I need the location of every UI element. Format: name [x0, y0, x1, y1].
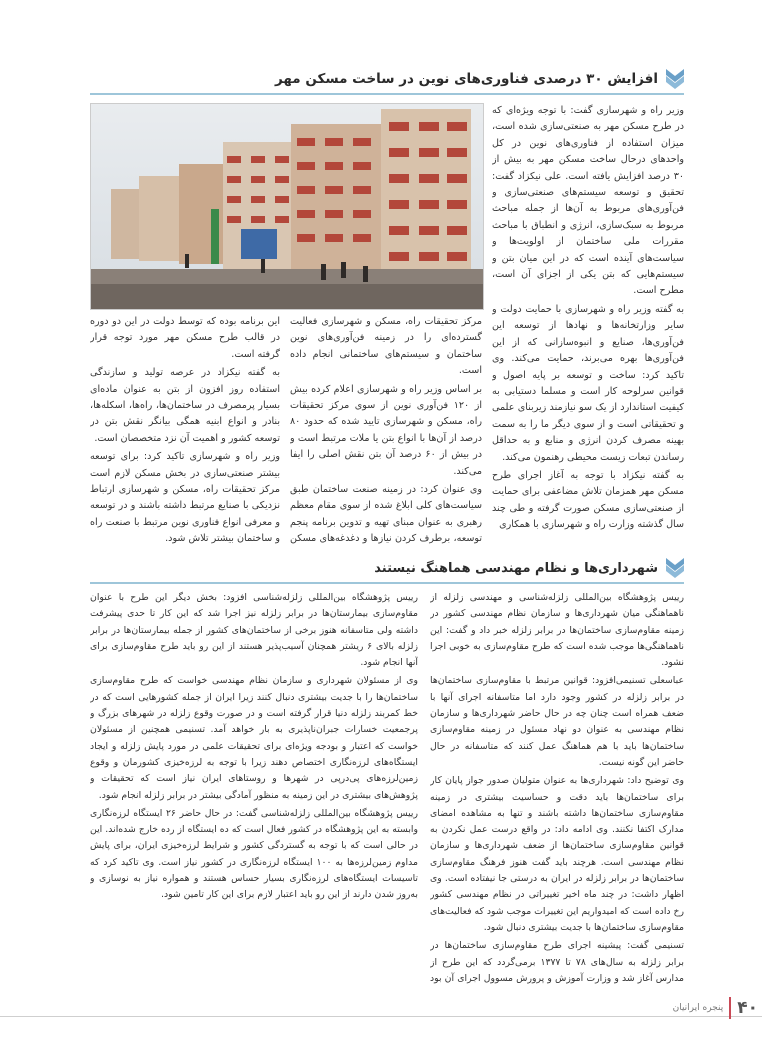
magazine-name: پنجره ایرانیان [672, 1003, 724, 1013]
paragraph: این برنامه بوده که توسط دولت در این دو دوره در قالب طرح مسکن مهر مورد توجه قرار گرفته است. [90, 316, 280, 360]
paragraph: وی توضیح داد: شهرداری‌ها به عنوان متولیان صدور جواز پایان کار برای ساختمان‌ها باید دقت و حساسیت بیشتری در زمینه مقاوم‌سازی ساختمان‌ها داشته باشند و تنها به مشاهده امضای مدارک اکتفا نکنند. وی ادامه داد: در واقع درست عمل نکردن به قوانین مقاوم‌سازی ساختمان‌ها از ضعف شهرداری‌ها و سازمان نظام مهندسی است. هرچند باید گفت هنوز فرهنگ مقاوم‌سازی ساختمان‌ها در برابر زلزله در ایران به درستی جا نیفتاده است. وی اظهار داشت: در چند ماه اخیر تغییراتی در نظام مهندسی کشور رخ داده است که امیدواریم این تغییرات موجب شود که فعالیت‌های مقاوم‌سازی ساختمان‌ها با جدیت بیشتری دنبال شود. [430, 775, 684, 933]
footer-rule [0, 1016, 762, 1017]
paragraph: رییس پژوهشگاه بین‌المللی زلزله‌شناسی و مهندسی زلزله از ناهماهنگی میان شهرداری‌ها و سازمان نظام مهندسی کشور در زمینه مقاوم‌سازی ساختمان‌ها در برابر زلزله خبر داد و گفت: این ناهماهنگی‌ها موجب شده است که طرح مقاوم‌سازی به خوبی اجرا نشود. [430, 592, 684, 669]
paragraph: وی از مسئولان شهرداری و سازمان نظام مهندسی خواست که طرح مقاوم‌سازی ساختمان‌ها را با جدیت بیشتری دنبال کنند زیرا ایران از جمله کشورهایی است که در خط کمربند زلزله دنیا قرار گرفته است و در صورت وقوع زلزله در شهرهای بزرگ و پرجمعیت خسارات جبران‌ناپذیری به بار خواهد آمد. تسنیمی همچنین از مسئولان خواست که اعتبار و بودجه ویژه‌ای برای تحقیقات علمی در مورد پایش زلزله و ایجاد ایستگاه‌های لرزه‌نگاری اختصاص دهند زیرا با توجه به لرزه‌خیزی کشورمان و وقوع زمین‌لرزه‌های پی‌درپی در شهرها و روستاهای ایران نیاز است که تحقیقات و پژوهش‌های بیشتری در این زمینه به منظور آمادگی بیشتر در برابر زلزله انجام شود. [90, 675, 418, 801]
article1-heading [84, 66, 684, 92]
article1-column-right [492, 103, 684, 547]
page-number: ۴۰ [737, 998, 758, 1018]
article2-heading [84, 555, 684, 581]
article2-title: شهرداری‌ها و نظام مهندسی هماهنگ نیستند [374, 560, 658, 576]
paragraph: بر اساس وزیر راه و شهرسازی اعلام کرده بیش از ۱۲۰ فن‌آوری نوین از سوی مرکز تحقیقات راه، مسکن و شهرسازی تایید شده که حدود ۸۰ درصد از آن‌ها با انواع بتن یا ملات مرتبط است و در بیش از ۶۰ درصد آن بتن نقش اصلی را ایفا می‌کند. [290, 383, 482, 477]
page-folio [672, 995, 762, 1021]
paragraph: مرکز تحقیقات راه، مسکن و شهرسازی فعالیت گسترده‌ای را در زمینه فن‌آوری‌های نوین ساختمان و سیستم‌های ساختمانی انجام داده است. [290, 316, 482, 377]
paragraph: به گفته وزیر راه و شهرسازی با حمایت دولت و سایر وزارتخانه‌ها و نهادها از توسعه این فن‌آوری‌ها، صنایع و انبوه‌سازانی که از این فن‌آوری‌ها بهره می‌برند، حمایت می‌کند. وی تاکید کرد: ساخت و توسعه بر پایه اصول و قوانین سرلوحه کار است و مسلما دستیابی به کیفیت استاندارد از یک سو نیازمند زیربنای علمی و تحقیقاتی است و از سوی دیگر ما را به سمت بهینه مصرف کردن انرژی و منابع و به حداقل رساندن تبعات زیست محیطی رهنمون می‌کند. [492, 303, 684, 463]
paragraph: به گفته نیکزاد در عرصه تولید و سازندگی استفاده روز افزون از بتن به عنوان ماده‌ای بسیار پرمصرف در ساختمان‌ها، راه‌ها، اسکله‌ها، بنادر و انواع ابنیه همگی بیانگر نقش بتن در توسعه کشور و اهمیت آن نزد متخصصان است. [90, 367, 280, 444]
folio-divider [729, 997, 731, 1019]
housing-photo [90, 103, 484, 310]
paragraph: عباسعلی تسنیمی‌افزود: قوانین مرتبط با مقاوم‌سازی ساختمان‌ها در برابر زلزله در کشور وجود دارد اما متاسفانه اجرای آنها با ضعف همراه است چنان چه در حال حاضر شهرداری‌ها و سازمان نظام مهندسی به عنوان دو نهاد مسئول در زمینه مقاوم‌سازی ساختمان‌ها باید با هم هماهنگ عمل کنند که متاسفانه در حال حاضر این گونه نیست. [430, 675, 684, 768]
paragraph: رییس پژوهشگاه بین‌المللی زلزله‌شناسی گفت: در حال حاضر ۲۶ ایستگاه لرزه‌نگاری وابسته به این پژوهشگاه در کشور فعال است که ده ایستگاه از رده خارج شده‌اند. این در حالی است که با توجه به گستردگی کشور و شرایط لرزه‌خیزی ایران، برای پایش مداوم زمین‌لرزه‌ها به ۱۰۰ ایستگاه لرزه‌نگاری در کشور نیاز است. وی تاکید کرد که تاسیسات ایستگاه‌های لرزه‌نگاری بسیار حساس هستند و همواره نیاز به نوسازی و به‌روز شدن دارند از این رو باید اعتبار لازم برای این کار تامین شود. [90, 807, 418, 901]
paragraph: رییس پژوهشگاه بین‌المللی زلزله‌شناسی افزود: بخش دیگر این طرح با عنوان مقاوم‌سازی بیمارستان‌ها در برابر زلزله نیز اجرا شد که این کار تا حدی پیشرفت داشته ولی متاسفانه هنوز برخی از ساختمان‌های کشور از جمله بیمارستان‌ها در برابر زلزله بالای ۶ ریشتر همچنان آسیب‌پذیر هستند از این رو باید طرح مقاوم‌سازی برای آنها انجام شود. [90, 592, 418, 669]
article1-heading-rule [90, 93, 684, 95]
article2-column-right [430, 590, 684, 985]
paragraph: وزیر راه و شهرسازی گفت: با توجه ویژه‌ای که در طرح مسکن مهر به صنعتی‌سازی شده است، میزان استفاده از فناوری‌های نوین در کل واحدهای درحال ساخت مسکن مهر به بیش از ۳۰ درصد افزایش یافته است. علی نیکزاد گفت: تحقیق و توسعه سیستم‌های صنعتی‌سازی و فن‌آوری‌های مربوط به آن‌ها از جمله مباحث مربوط به سبک‌سازی، انرژی و انطباق با مباحث مقررات ملی ساختمان از اولویت‌ها و سیاست‌های آینده است که در این میان بتن و سیستم‌هایی که بتن یکی از اجزای آن است، مطرح است. [492, 105, 684, 297]
article1-column-left [90, 314, 280, 547]
article1-title: افزایش ۳۰ درصدی فناوری‌های نوین در ساخت مسکن مهر [275, 71, 658, 87]
paragraph: به گفته نیکزاد با توجه به آغاز اجرای طرح مسکن مهر همزمان تلاش مضاعفی برای حمایت از صنعتی‌سازی مسکن صورت گرفته و طی چند سال گذشته وزارت راه و شهرسازی با همکاری [492, 469, 684, 531]
paragraph: تسنیمی گفت: پیشینه اجرای طرح مقاوم‌سازی ساختمان‌ها در برابر زلزله به سال‌های ۷۸ تا ۱۳۷۷ برمی‌گردد که این طرح از مدارس آغاز شد و وزارت آموزش و پرورش مسوول اجرای آن بود [430, 940, 684, 984]
chevron-down-icon [666, 558, 684, 578]
article2-column-left [90, 590, 418, 985]
chevron-down-icon [666, 69, 684, 89]
paragraph: وی عنوان کرد: در زمینه صنعت ساختمان طبق سیاست‌های کلی ابلاغ شده از سوی مقام معظم رهبری به عنوان مبنای تهیه و تدوین برنامه پنجم توسعه، برطرف کردن نیازها و دغدغه‌های مسکن [290, 484, 482, 545]
paragraph: وزیر راه و شهرسازی تاکید کرد: برای توسعه بیشتر صنعتی‌سازی در بخش مسکن لازم است مرکز تحقیقات راه، مسکن و شهرسازی ارتباط نزدیکی با صنایع مرتبط داشته باشند و در توسعه و معرفی انواع فناوری نوین مرتبط با صنعت راه و ساختمان بیشتر تلاش شود. [90, 451, 280, 545]
article2-heading-rule [90, 582, 684, 584]
article1-column-middle [290, 314, 482, 547]
